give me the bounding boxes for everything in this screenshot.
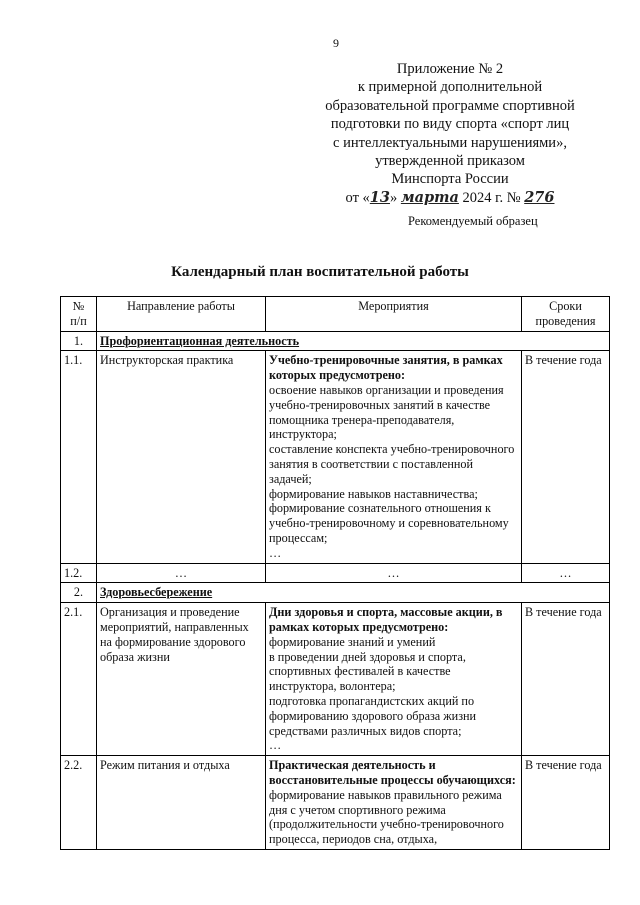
appendix-header bbox=[300, 60, 600, 207]
row-number: 1.2. bbox=[61, 563, 97, 583]
table-row bbox=[61, 351, 610, 563]
appendix-line: подготовки по виду спорта «спорт лиц bbox=[330, 116, 570, 133]
events-heading: Дни здоровья и спорта, массовые акции, в рамках которых предусмотрено: bbox=[269, 605, 503, 634]
row-number: 1.1. bbox=[61, 351, 97, 563]
event-item: подготовка пропагандистских акций по формированию здорового образа жизни средствами различных видов спорта; bbox=[269, 693, 477, 738]
row-events bbox=[266, 351, 522, 563]
event-item: формирование навыков наставничества; bbox=[269, 486, 478, 501]
row-events bbox=[266, 603, 522, 756]
row-direction: Режим питания и отдыха bbox=[97, 756, 266, 850]
appendix-line: утвержденной приказом bbox=[375, 153, 525, 170]
appendix-line: Приложение № 2 bbox=[396, 61, 504, 77]
appendix-line: с интеллектуальными нарушениями», bbox=[333, 134, 567, 151]
date-prefix: от « bbox=[345, 189, 370, 206]
row-terms: В течение года bbox=[522, 756, 610, 850]
header-events: Мероприятия bbox=[266, 297, 522, 332]
recommended-sample-label: Рекомендуемый образец bbox=[408, 214, 538, 228]
table-header-row bbox=[61, 297, 610, 332]
event-item: в проведении дней здоровья и спорта, спортивных фестивалей в качестве инструктора, волонтера; bbox=[269, 649, 466, 694]
row-terms: … bbox=[522, 563, 610, 583]
row-direction: … bbox=[97, 563, 266, 583]
event-item: формирование сознательного отношения к учебно-тренировочному и соревновательному процессам; bbox=[269, 501, 509, 545]
calendar-plan-table bbox=[60, 296, 610, 850]
handwritten-day: 13 bbox=[369, 188, 390, 206]
event-item: … bbox=[269, 738, 282, 753]
row-direction: Организация и проведение мероприятий, направленных на формирование здорового образа жизни bbox=[97, 603, 266, 756]
table-row bbox=[61, 603, 610, 756]
section-title: Профориентационная деятельность bbox=[97, 331, 610, 351]
event-item: составление конспекта учебно-тренировочного занятия в соответствии с поставленной задачей; bbox=[269, 442, 515, 486]
handwritten-order-number: 276 bbox=[524, 188, 555, 206]
section-row bbox=[61, 331, 610, 351]
row-direction: Инструкторская практика bbox=[97, 351, 266, 563]
events-heading: Учебно-тренировочные занятия, в рамках которых предусмотрено: bbox=[269, 353, 503, 383]
appendix-line: к примерной дополнительной bbox=[357, 79, 543, 96]
header-num: № п/п bbox=[61, 297, 97, 332]
section-row bbox=[61, 583, 610, 603]
row-events bbox=[266, 756, 522, 850]
header-direction: Направление работы bbox=[97, 297, 266, 332]
event-item: … bbox=[269, 545, 282, 560]
date-year: 2024 г. № bbox=[462, 189, 521, 206]
handwritten-month: марта bbox=[400, 188, 459, 206]
row-number: 2.2. bbox=[61, 756, 97, 850]
row-terms: В течение года bbox=[522, 603, 610, 756]
row-terms: В течение года bbox=[522, 351, 610, 563]
appendix-line: Минспорта России bbox=[391, 171, 509, 188]
section-number: 2. bbox=[61, 583, 97, 603]
events-heading: Практическая деятельность и восстановительные процессы обучающихся: bbox=[269, 758, 516, 787]
document-title: Календарный план воспитательной работы bbox=[171, 264, 469, 280]
row-number: 2.1. bbox=[61, 603, 97, 756]
order-date-line bbox=[300, 189, 600, 207]
event-item: формирование знаний и умений bbox=[269, 634, 436, 649]
appendix-line: образовательной программе спортивной bbox=[325, 97, 575, 114]
page-number: 9 bbox=[333, 36, 339, 50]
section-number: 1. bbox=[61, 331, 97, 351]
row-events: … bbox=[266, 563, 522, 583]
event-item: формирование навыков правильного режима дня с учетом спортивного режима (продолжительности учебно-тренировочного процесса, периодов сна, отдыха, bbox=[269, 787, 504, 847]
section-title: Здоровьесбережение bbox=[97, 583, 610, 603]
date-mid: » bbox=[389, 189, 398, 206]
table-row bbox=[61, 756, 610, 850]
event-item: освоение навыков организации и проведения учебно-тренировочных занятий в качестве помощника тренера-преподавателя, инструктора; bbox=[269, 382, 504, 442]
table-row bbox=[61, 563, 610, 583]
header-terms: Сроки проведения bbox=[522, 297, 610, 332]
